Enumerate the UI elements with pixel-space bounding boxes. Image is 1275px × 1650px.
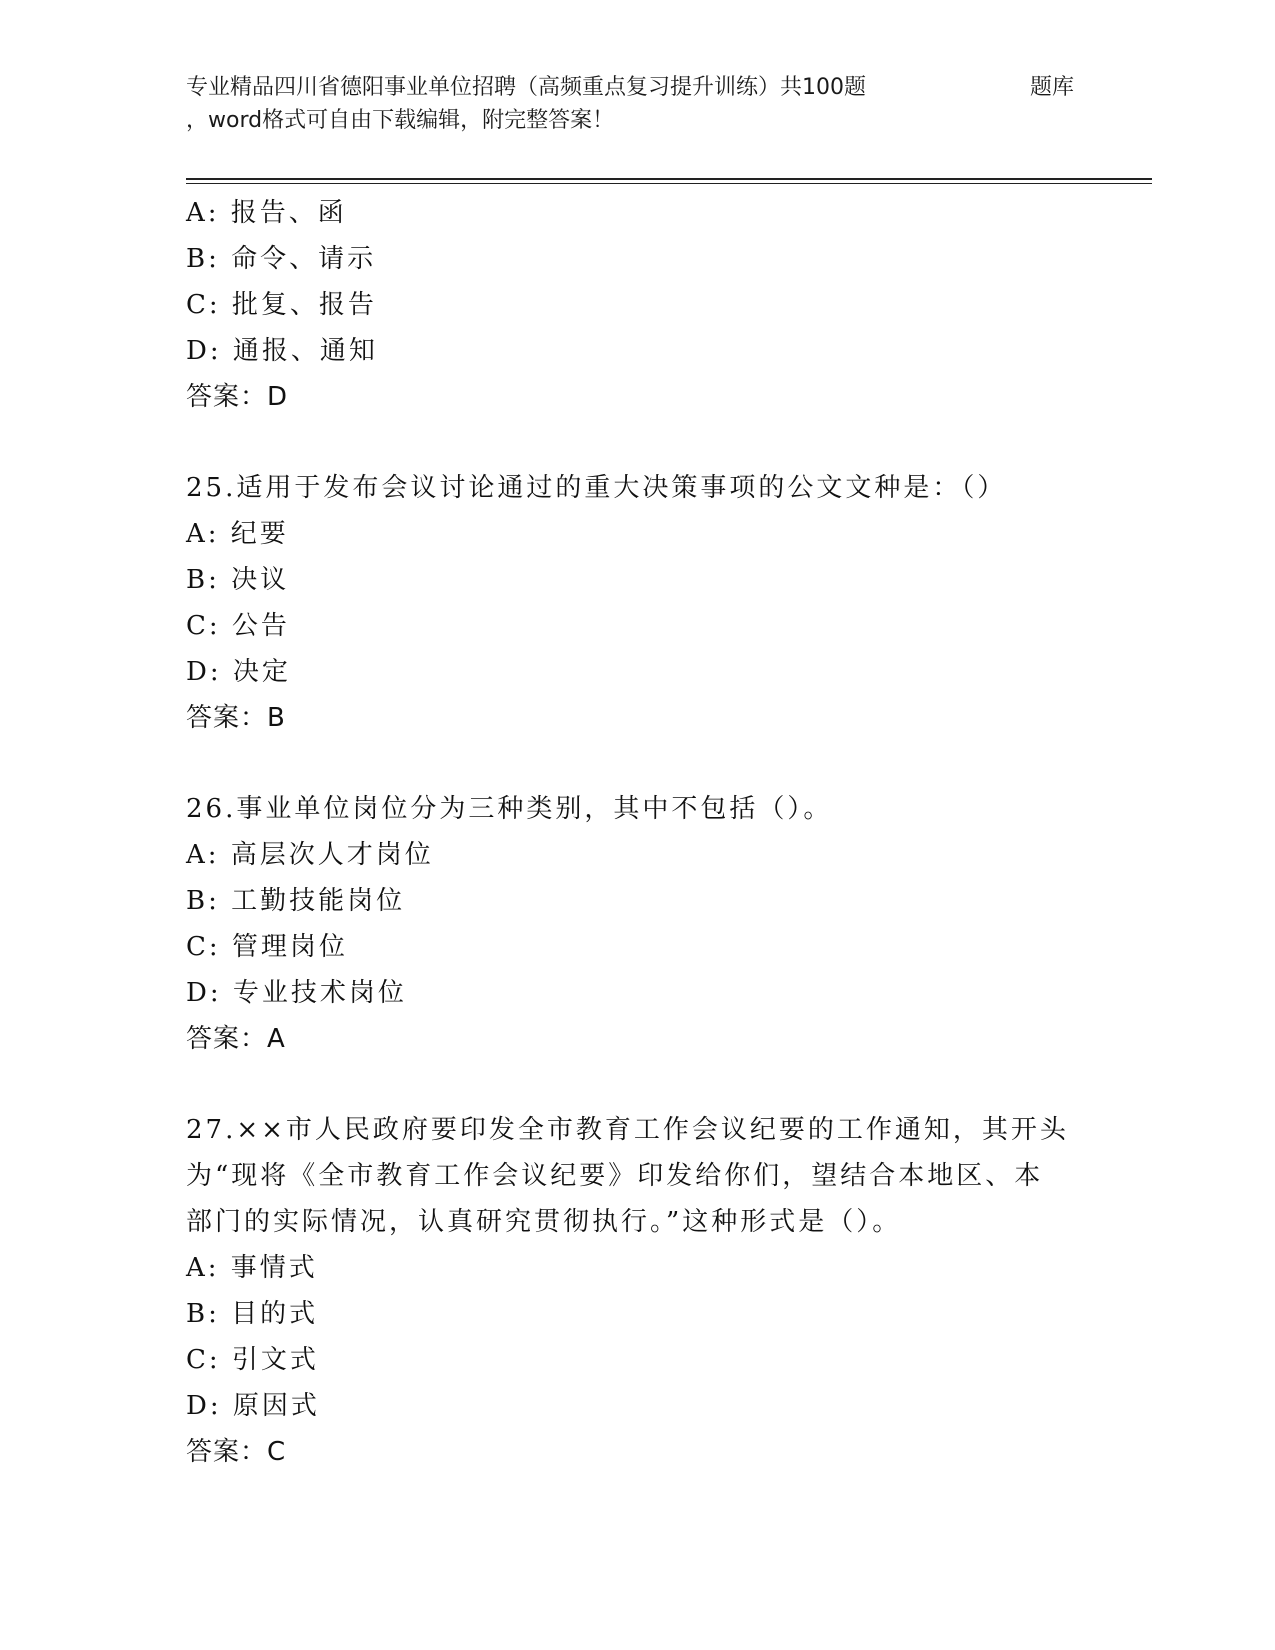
option-b: B: 决议	[186, 565, 290, 595]
header-divider-thin	[186, 183, 1152, 184]
option-d: D: 通报、通知	[186, 336, 378, 366]
question-stem-continued: 部门的实际情况，认真研究贯彻执行。”这种形式是（）。	[186, 1207, 902, 1237]
option-c: C: 公告	[186, 611, 290, 641]
question-26	[186, 786, 1086, 1062]
question-stem: 27.××市人民政府要印发全市教育工作会议纪要的工作通知，其开头	[186, 1115, 1069, 1145]
header-tag: 题库	[1030, 75, 1075, 100]
header-title: 专业精品四川省德阳事业单位招聘（高频重点复习提升训练）共100题	[186, 75, 866, 100]
question-25	[186, 465, 1086, 741]
option-c: C: 批复、报告	[186, 290, 377, 320]
answer: 答案：C	[186, 1437, 287, 1467]
question-27	[186, 1107, 1086, 1475]
option-d: D: 原因式	[186, 1391, 320, 1421]
page-header	[186, 72, 1152, 142]
option-c: C: 引文式	[186, 1345, 319, 1375]
option-b: B: 工勤技能岗位	[186, 886, 406, 916]
option-b: B: 命令、请示	[186, 244, 377, 274]
option-d: D: 专业技术岗位	[186, 978, 407, 1008]
header-divider	[186, 178, 1152, 180]
option-a: A: 纪要	[186, 519, 289, 549]
option-a: A: 报告、函	[186, 198, 347, 228]
option-c: C: 管理岗位	[186, 932, 348, 962]
answer: 答案：D	[186, 382, 289, 412]
question-stem-continued: 为“现将《全市教育工作会议纪要》印发给你们，望结合本地区、本	[186, 1161, 1044, 1191]
option-d: D: 决定	[186, 657, 291, 687]
question-stem: 25.适用于发布会议讨论通过的重大决策事项的公文文种是：（）	[186, 473, 1007, 503]
answer: 答案：A	[186, 1024, 286, 1054]
question-content	[186, 190, 1086, 1475]
header-subtitle: ，word格式可自由下载编辑，附完整答案！	[186, 108, 615, 133]
question-stem: 26.事业单位岗位分为三种类别，其中不包括（）。	[186, 794, 833, 824]
option-b: B: 目的式	[186, 1299, 319, 1329]
option-a: A: 高层次人才岗位	[186, 840, 434, 870]
option-a: A: 事情式	[186, 1253, 318, 1283]
prev-question	[186, 190, 1086, 420]
answer: 答案：B	[186, 703, 286, 733]
